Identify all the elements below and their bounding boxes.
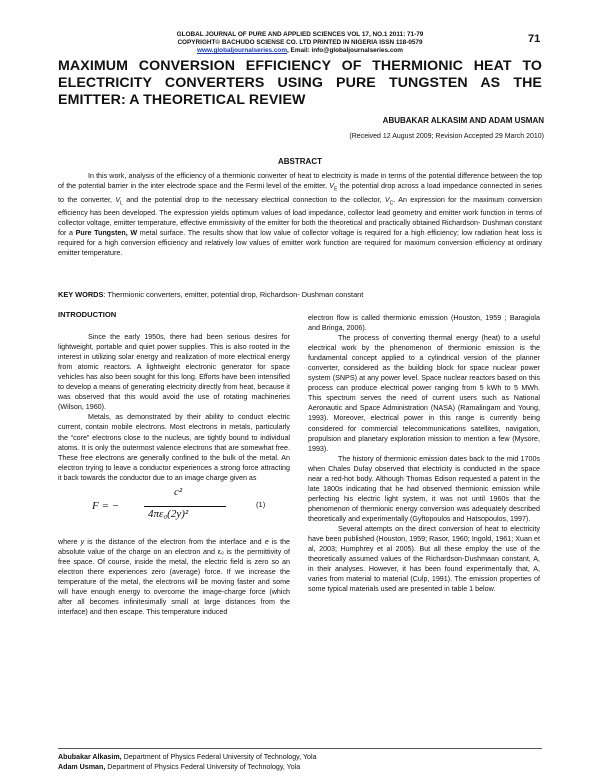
footnotes [58, 753, 317, 772]
keywords-label: KEY WORDS [58, 290, 104, 299]
intro-paragraph-2: Metals, as demonstrated by their ability to conduct electric current, contain mobile electrons. Most electrons in metals, particularly the “core” electrons close to the nucleus, are tightly bound to individual atoms. It is only the outermost valence electrons that are somewhat free. These free electrons are generally confined to the bulk of the metal. An electron trying to leave a conductor experiences a strong force attracting it back towards the conductor due to an image charge given as [58, 413, 290, 482]
authors: ABUBAKAR ALKASIM AND ADAM USMAN [382, 116, 544, 125]
eq-denominator: 4πε₀(2y)² [148, 507, 189, 520]
paper-title: MAXIMUM CONVERSION EFFICIENCY OF THERMIONIC HEAT TO ELECTRICITY CONVERTERS USING PURE TUNGSTEN AS THE EMITTER: A THEORETICAL REVIEW [58, 58, 542, 108]
footnote-1: Abubakar Alkasim, Department of Physics Federal University of Technology, Yola [58, 753, 317, 761]
left-column [58, 310, 290, 617]
eq-lhs: F = − [92, 499, 120, 512]
right-paragraph-1: The process of converting thermal energy (heat) to a useful electrical work by the phenomenon of thermionic emission is the fundamental concept applied to a cylindrical version of the planner converter, considered as the building block for space nuclear power system (SNPS) at any power level. Space nuclear reactors based on this process can produce electrical power ranging from 5 kWh to 5 MWh. This spectrum serves the need of current users such as National Aeronautic and Space Administration (NASA) (Ramalingam and Young, 1993). Moreover, electrical power in this range is currently being considered for commercial telecommunications satellites, navigation, propulsion and planetary exploration mission to mention a few (Mysore, 1993). [308, 334, 540, 453]
right-paragraph-3: Several attempts on the direct conversion of heat to electricity have been published (Houston, 1959; Rasor, 1960; Ingold, 1961; Xuan et al, 2003; Humphrey et al 2005). But all these employ the use of the theoretically assumed values of the Richardson-Dushmaan constant, A, in their analyses. However, it has been found experimentally that, A, varies from material to material (Culp, 1991). The emission properties of some typical materials used are presented in table 1 below. [308, 524, 540, 594]
right-column [308, 313, 540, 594]
journal-line: GLOBAL JOURNAL OF PURE AND APPLIED SCIENCES VOL 17, NO.1 2011: 71-79 [176, 31, 424, 38]
received-dates: (Received 12 August 2009; Revision Accepted 29 March 2010) [349, 133, 544, 140]
copyright-line: COPYRIGHT© BACHUDO SCIENSE CO. LTD PRINTED IN NIGERIA ISSN 118-0579 [177, 39, 423, 46]
intro-paragraph-3: where y is the distance of the electron from the interface and e is the absolute value of the charge on an electron and ε₀ is the permittivity of free space. Of course, inside the metal, the electric field is zero so an electron there experiences zero (average) force. If we increase the temperature of the metal, the electrons will be moving faster and some will have enough energy to overcome the image-charge force (which after all becomes infinitesimally small at large distances from the interface) and then escape. This temperature induced [58, 537, 291, 617]
website-link[interactable]: www.globaljournalseries.com [197, 47, 287, 54]
right-paragraph-0: electron flow is called thermionic emission (Houston, 1959 ; Baragiola and Bringa, 2006). [308, 314, 540, 333]
eq-fraction-bar [144, 506, 226, 507]
contact-line [0, 47, 600, 55]
eq-numerator: c² [174, 485, 183, 498]
abstract-heading: ABSTRACT [278, 157, 322, 166]
keywords-text: : Thermionic converters, emitter, potential drop, Richardson- Dushman constant [103, 290, 364, 299]
footnote-2: Adam Usman, Department of Physics Federal University of Technology, Yola [58, 762, 301, 771]
footnote-rule [58, 748, 542, 749]
introduction-heading: INTRODUCTION [58, 310, 117, 319]
page-number: 71 [528, 33, 541, 45]
abstract-text: In this work, analysis of the efficiency of a thermionic converter of heat to electricity is made in terms of the potential difference between the top of the potential barrier in the inter electrode space and the Fermi level of the emitter, $V_E$ the potential drop across a load impedance connected in series to the converter, $V_L$ and the potential drop to the necessary electrical connection to the collector, $V_C$. An expression for the maximum conversion efficiency has been developed. The expression yields optimum values of load impedance, collector lead geometry and emitter work function in terms of collector voltage, emitter temperature, effective emmissivity of the emitter for both the theoretical and practically obtained Richardson- Dushman constant for a Pure Tungsten, W metal surface. The results show that low value of collector voltage is required for a high efficiency; low radiation heat loss is required for a high conversion efficiency and relatively low values of emitter work function are required for maximum conversion efficiency at ordinary emitter temperature. [58, 172, 542, 258]
keywords [58, 290, 363, 299]
email-text: , Email: info@globaljournalseries.com [287, 47, 403, 54]
intro-paragraph-1: Since the early 1950s, there had been serious desires for lightweight, portable and quiet power supplies. This is also rooted in the interest in utilizing solar energy and realization of more electrical energy from atomic reactors. A lightweight electronic generator for space vehicles has also been sought for this long. Efforts have been intensified to develop a means of generating electricity directly from heat, because it was observed that this would avoid the use of rotating machineries (Wilson, 1960). [58, 333, 290, 412]
eq-number: (1) [256, 499, 266, 509]
equation-1 [58, 485, 290, 533]
right-paragraph-2: The history of thermionic emission dates back to the mid 1700s when Chales Dufay observed that electricity is conducted in the space near a red-hot body. Although Thomas Edison requested a patent in the late 1800s indicating that he had observed thermionic emission while perfecting his electric light system, it was not until 1960s that the phenomenon of thermionic energy conversion was adequately described theoretically and experimentally (Gyftopoulos and Hatsopoulos, 1997). [308, 454, 540, 523]
